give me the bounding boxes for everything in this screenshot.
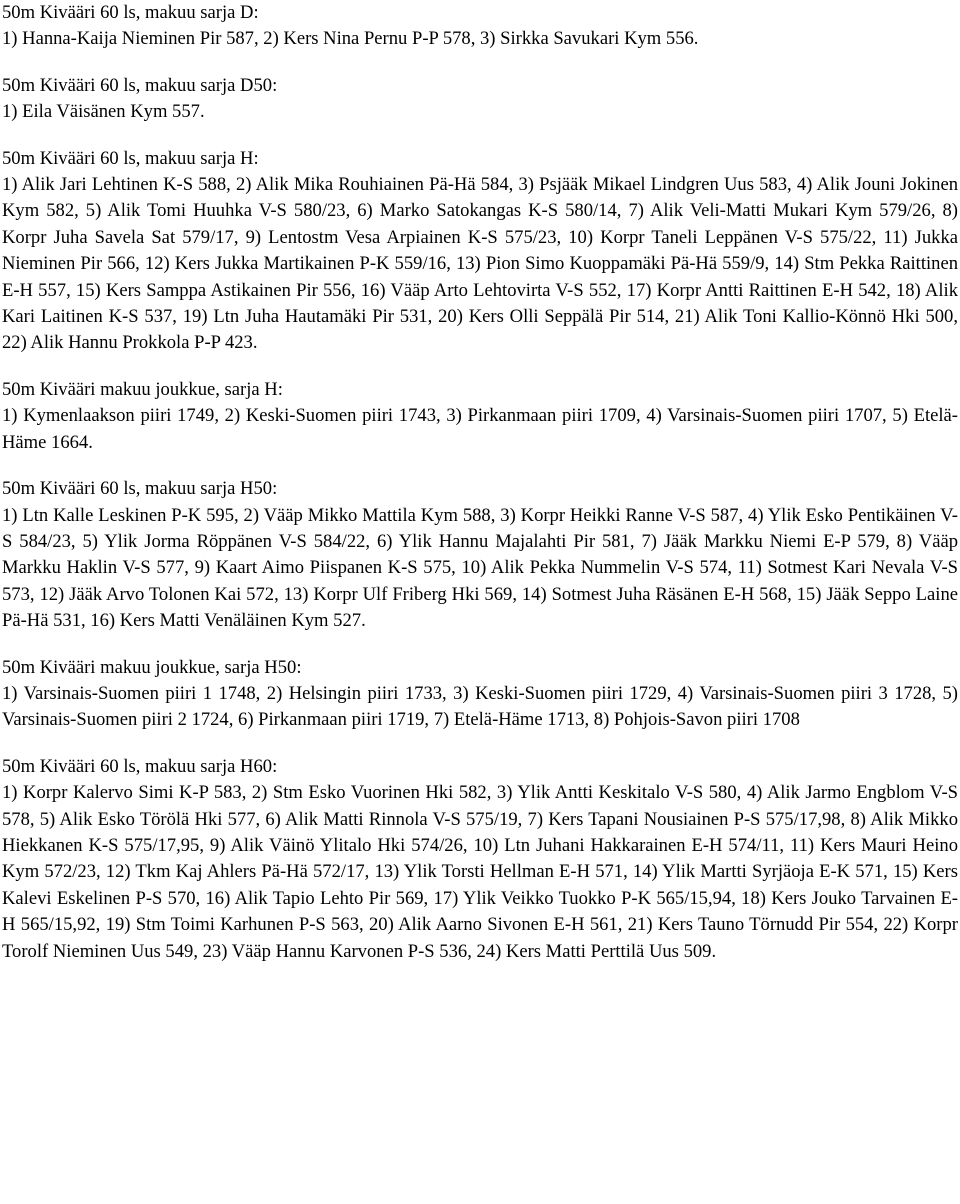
section-h50 xyxy=(2,476,958,634)
section-team-h50 xyxy=(2,655,958,734)
section-h60 xyxy=(2,754,958,965)
section-h xyxy=(2,146,958,357)
section-results: 1) Alik Jari Lehtinen K-S 588, 2) Alik Mika Rouhiainen Pä-Hä 584, 3) Psjääk Mikael Lindgren Uus 583, 4) Alik Jouni Jokinen Kym 582, 5) Alik Tomi Huuhka V-S 580/23, 6) Marko Satokangas K-S 580/14, 7) Alik Veli-Matti Mukari Kym 579/26, 8) Korpr Juha Savela Sat 579/17, 9) Lentostm Vesa Arpiainen K-S 575/23, 10) Korpr Taneli Leppänen V-S 575/22, 11) Jukka Nieminen Pir 566, 12) Kers Jukka Martikainen P-K 559/16, 13) Pion Simo Kuoppamäki Pä-Hä 559/9, 14) Stm Pekka Raittinen E-H 557, 15) Kers Samppa Astikainen Pir 556, 16) Vääp Arto Lehtovirta V-S 552, 17) Korpr Antti Raittinen E-H 542, 18) Alik Kari Laitinen K-S 537, 19) Ltn Juha Hautamäki Pir 531, 20) Kers Olli Seppälä Pir 514, 21) Alik Toni Kallio-Könnö Hki 500, 22) Alik Hannu Prokkola P-P 423. xyxy=(2,174,958,354)
section-heading: 50m Kivääri makuu joukkue, sarja H50: xyxy=(2,656,302,678)
section-results: 1) Varsinais-Suomen piiri 1 1748, 2) Helsingin piiri 1733, 3) Keski-Suomen piiri 1729, 4) Varsinais-Suomen piiri 3 1728, 5) Varsinais-Suomen piiri 2 1724, 6) Pirkanmaan piiri 1719, 7) Etelä-Häme 1713, 8) Pohjois-Savon piiri 1708 xyxy=(2,682,958,731)
section-heading: 50m Kivääri 60 ls, makuu sarja D: xyxy=(2,2,259,23)
section-heading: 50m Kivääri 60 ls, makuu sarja H50: xyxy=(2,478,278,500)
section-team-h xyxy=(2,377,958,456)
section-results: 1) Hanna-Kaija Nieminen Pir 587, 2) Kers Nina Pernu P-P 578, 3) Sirkka Savukari Kym 556. xyxy=(2,28,699,50)
section-d50 xyxy=(2,73,958,126)
section-results: 1) Kymenlaakson piiri 1749, 2) Keski-Suomen piiri 1743, 3) Pirkanmaan piiri 1709, 4) Varsinais-Suomen piiri 1707, 5) Etelä-Häme 1664. xyxy=(2,405,958,453)
section-heading: 50m Kivääri 60 ls, makuu sarja D50: xyxy=(2,74,278,96)
section-results: 1) Korpr Kalervo Simi K-P 583, 2) Stm Esko Vuorinen Hki 582, 3) Ylik Antti Keskitalo V-S 580, 4) Alik Jarmo Engblom V-S 578, 5) Alik Esko Törölä Hki 577, 6) Alik Matti Rinnola V-S 575/19, 7) Kers Tapani Nousiainen P-S 575/17,98, 8) Alik Mikko Hiekkanen K-S 575/17,95, 9) Alik Väinö Ylitalo Hki 574/26, 10) Ltn Juhani Hakkarainen E-H 574/11, 11) Kers Mauri Heino Kym 572/23, 12) Tkm Kaj Ahlers Pä-Hä 572/17, 13) Ylik Torsti Hellman E-H 571, 14) Ylik Martti Syrjäoja E-K 571, 15) Kers Kalevi Eskelinen P-S 570, 16) Alik Tapio Lehto Pir 569, 17) Ylik Veikko Tuokko P-K 565/15,94, 18) Kers Jouko Tarvainen E-H 565/15,92, 19) Stm Toimi Karhunen P-S 563, 20) Alik Aarno Sivonen E-H 561, 21) Kers Tauno Törnudd Pir 554, 22) Korpr Torolf Nieminen Uus 549, 23) Vääp Hannu Karvonen P-S 536, 24) Kers Matti Perttilä Uus 509. xyxy=(2,782,958,962)
section-heading: 50m Kivääri 60 ls, makuu sarja H60: xyxy=(2,755,278,777)
results-document xyxy=(2,0,958,985)
section-heading: 50m Kivääri 60 ls, makuu sarja H: xyxy=(2,147,259,169)
section-d xyxy=(2,0,958,53)
section-results: 1) Ltn Kalle Leskinen P-K 595, 2) Vääp Mikko Mattila Kym 588, 3) Korpr Heikki Ranne V-S 587, 4) Ylik Esko Pentikäinen V-S 584/23, 5) Ylik Jorma Röppänen V-S 584/22, 6) Ylik Hannu Majalahti Pir 581, 7) Jääk Markku Niemi E-P 579, 8) Vääp Markku Haklin V-S 577, 9) Kaart Aimo Piispanen K-S 575, 10) Alik Pekka Nummelin V-S 574, 11) Sotmest Kari Nevala V-S 573, 12) Jääk Arvo Tolonen Kai 572, 13) Korpr Ulf Friberg Hki 569, 14) Sotmest Juha Räsänen E-H 568, 15) Jääk Seppo Laine Pä-Hä 531, 16) Kers Matti Venäläinen Kym 527. xyxy=(2,504,958,632)
section-results: 1) Eila Väisänen Kym 557. xyxy=(2,101,205,123)
section-heading: 50m Kivääri makuu joukkue, sarja H: xyxy=(2,378,283,400)
